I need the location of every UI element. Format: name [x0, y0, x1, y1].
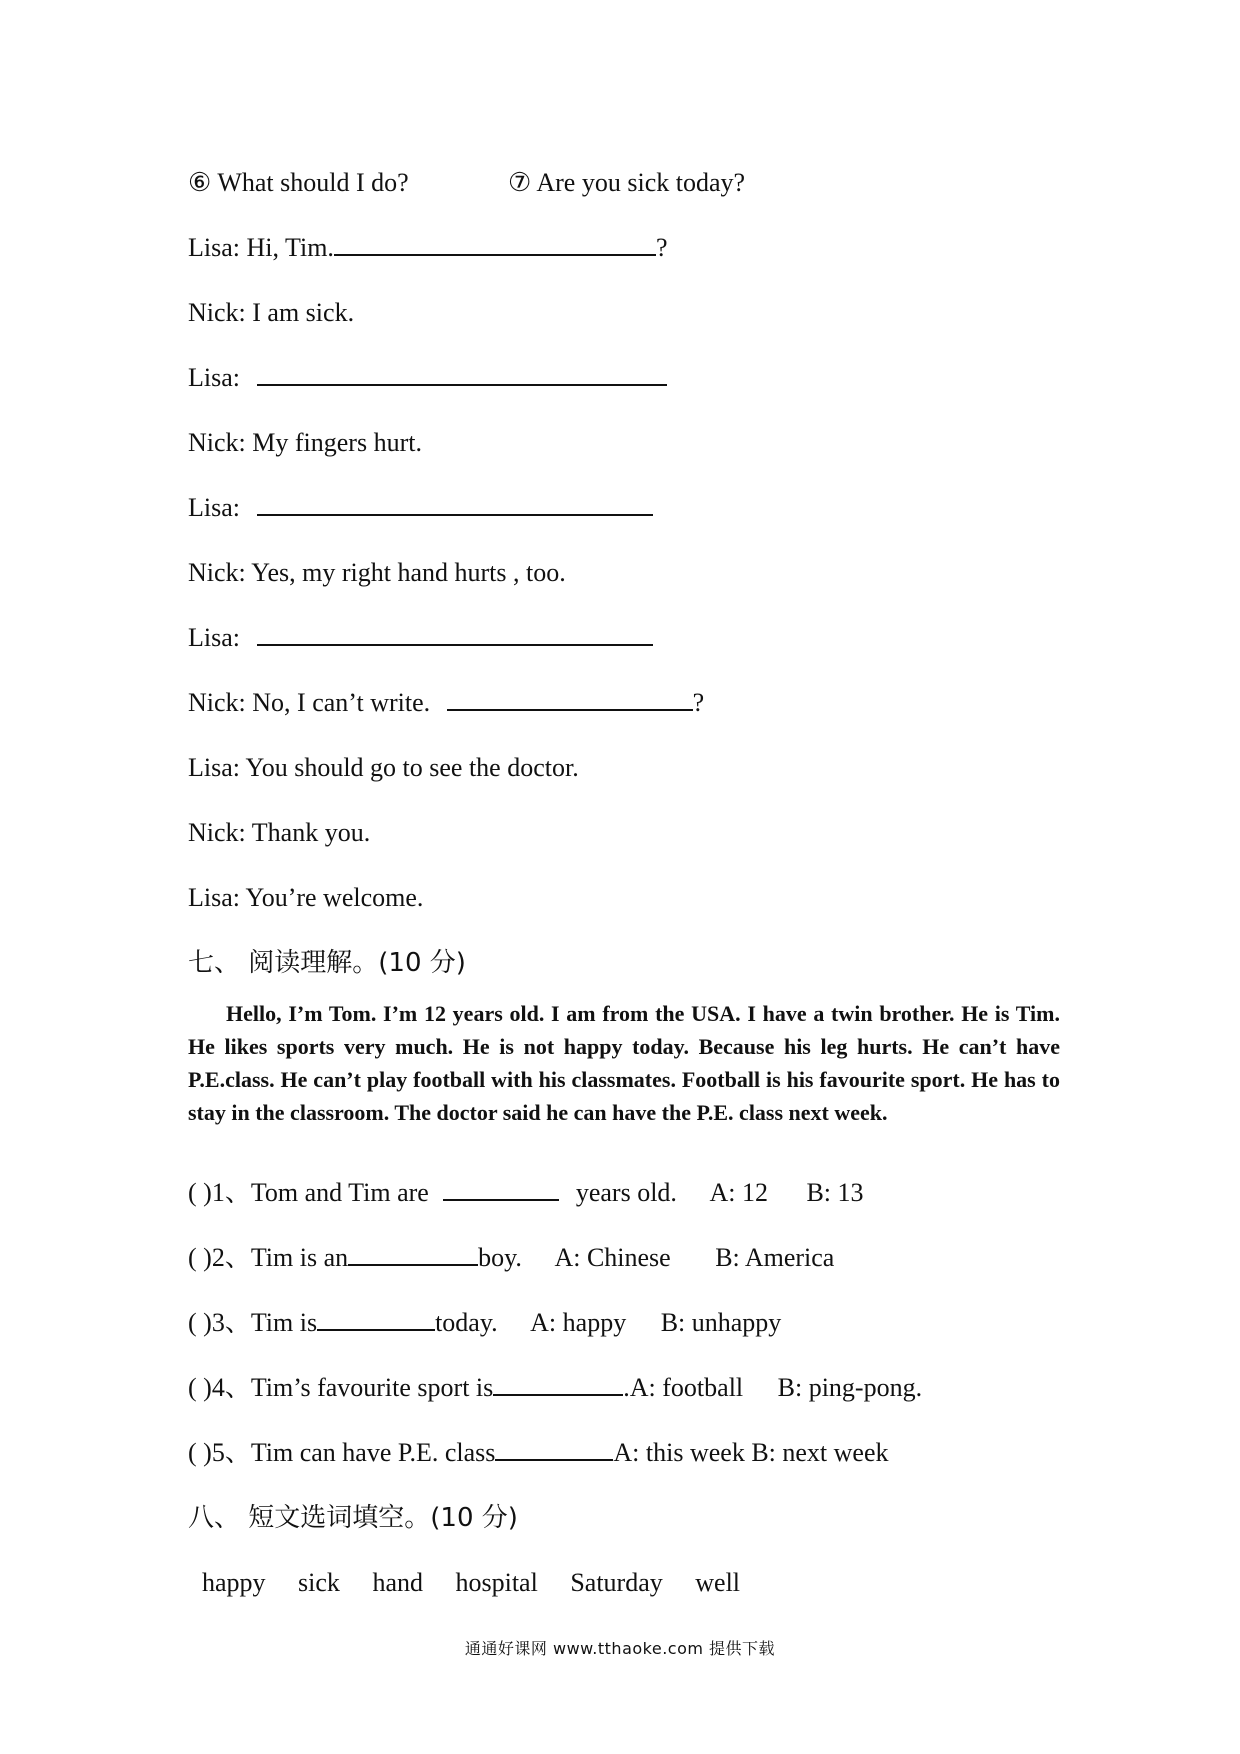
- footer-source: 通通好课网 www.tthaoke.com 提供下载: [464, 1639, 776, 1658]
- dialogue-text: Lisa:: [188, 363, 240, 392]
- option-6: ⑥ What should I do?: [188, 168, 409, 197]
- question-text-after: boy.: [478, 1243, 522, 1272]
- question-3: [188, 1307, 781, 1339]
- dialogue-text: Lisa: Hi, Tim.: [188, 233, 334, 262]
- answer-blank[interactable]: [257, 362, 667, 386]
- question-text: ( )3、Tim is: [188, 1308, 318, 1337]
- question-text: ( )2、Tim is an: [188, 1243, 349, 1272]
- question-1: [188, 1177, 864, 1209]
- question-4: [188, 1372, 922, 1404]
- dialogue-line-11: [188, 882, 423, 914]
- question-text-after: A: this week B: next week: [613, 1438, 889, 1467]
- question-text: ( )5、Tim can have P.E. class: [188, 1438, 496, 1467]
- option-b: B: America: [715, 1243, 835, 1272]
- option-a: A: happy: [530, 1308, 627, 1337]
- word-bank-item: well: [695, 1568, 741, 1597]
- option-7: ⑦ Are you sick today?: [508, 168, 746, 197]
- dialogue-line-1: [188, 232, 667, 264]
- question-mark: ?: [692, 688, 705, 717]
- dialogue-line-3: [188, 362, 667, 394]
- option-b: B: 13: [806, 1178, 864, 1207]
- option-b: B: unhappy: [660, 1308, 782, 1337]
- reading-passage: Hello, I’m Tom. I’m 12 years old. I am from the USA. I have a twin brother. He is Tim. He likes sports very much. He is not happy today. Because his leg hurts. He can’t have P.E.class. He can’t play football with his classmates. Football is his favourite sport. He has to stay in the classroom. The doctor said he can have the P.E. class next week.: [188, 1001, 1060, 1125]
- section-8-heading: 八、 短文选词填空。(10 分): [188, 1503, 518, 1533]
- word-bank-item: hospital: [455, 1568, 538, 1597]
- answer-blank[interactable]: [334, 232, 656, 256]
- question-text: ( )1、Tom and Tim are: [188, 1178, 429, 1207]
- question-text-after: .A: football: [623, 1373, 744, 1402]
- dialogue-text: Nick: My fingers hurt.: [188, 428, 422, 457]
- answer-blank[interactable]: [447, 687, 693, 711]
- question-text-after: today.: [435, 1308, 498, 1337]
- section-7-heading: 七、 阅读理解。(10 分): [188, 948, 466, 978]
- question-5: [188, 1437, 889, 1469]
- dialogue-text: Nick: Thank you.: [188, 818, 371, 847]
- dialogue-text: Nick: Yes, my right hand hurts , too.: [188, 558, 566, 587]
- dialogue-line-7: [188, 622, 653, 654]
- answer-blank[interactable]: [493, 1372, 623, 1396]
- question-mark: ?: [655, 233, 668, 262]
- dialogue-text: Lisa:: [188, 493, 240, 522]
- dialogue-line-5: [188, 492, 653, 524]
- options-line: [188, 167, 746, 199]
- answer-blank[interactable]: [348, 1242, 478, 1266]
- question-text-after: years old.: [575, 1178, 677, 1207]
- answer-blank[interactable]: [443, 1177, 559, 1201]
- option-b: B: ping-pong.: [777, 1373, 923, 1402]
- option-a: A: 12: [709, 1178, 768, 1207]
- answer-blank[interactable]: [495, 1437, 613, 1461]
- answer-blank[interactable]: [317, 1307, 435, 1331]
- dialogue-text: Lisa: You’re welcome.: [188, 883, 424, 912]
- dialogue-line-4: [188, 427, 422, 459]
- dialogue-line-2: [188, 297, 354, 329]
- question-2: [188, 1242, 834, 1274]
- dialogue-text: Nick: No, I can’t write.: [188, 688, 431, 717]
- dialogue-line-6: [188, 557, 566, 589]
- dialogue-text: Lisa: You should go to see the doctor.: [188, 753, 579, 782]
- word-bank-item: happy: [202, 1568, 266, 1597]
- dialogue-line-9: [188, 752, 579, 784]
- option-a: A: Chinese: [554, 1243, 671, 1272]
- word-bank-item: sick: [298, 1568, 340, 1597]
- question-text: ( )4、Tim’s favourite sport is: [188, 1373, 494, 1402]
- word-bank-item: Saturday: [570, 1568, 663, 1597]
- word-bank: [202, 1567, 766, 1599]
- answer-blank[interactable]: [257, 492, 653, 516]
- answer-blank[interactable]: [257, 622, 653, 646]
- dialogue-text: Lisa:: [188, 623, 240, 652]
- dialogue-line-10: [188, 817, 370, 849]
- word-bank-item: hand: [372, 1568, 423, 1597]
- dialogue-text: Nick: I am sick.: [188, 298, 355, 327]
- dialogue-line-8: [188, 687, 704, 719]
